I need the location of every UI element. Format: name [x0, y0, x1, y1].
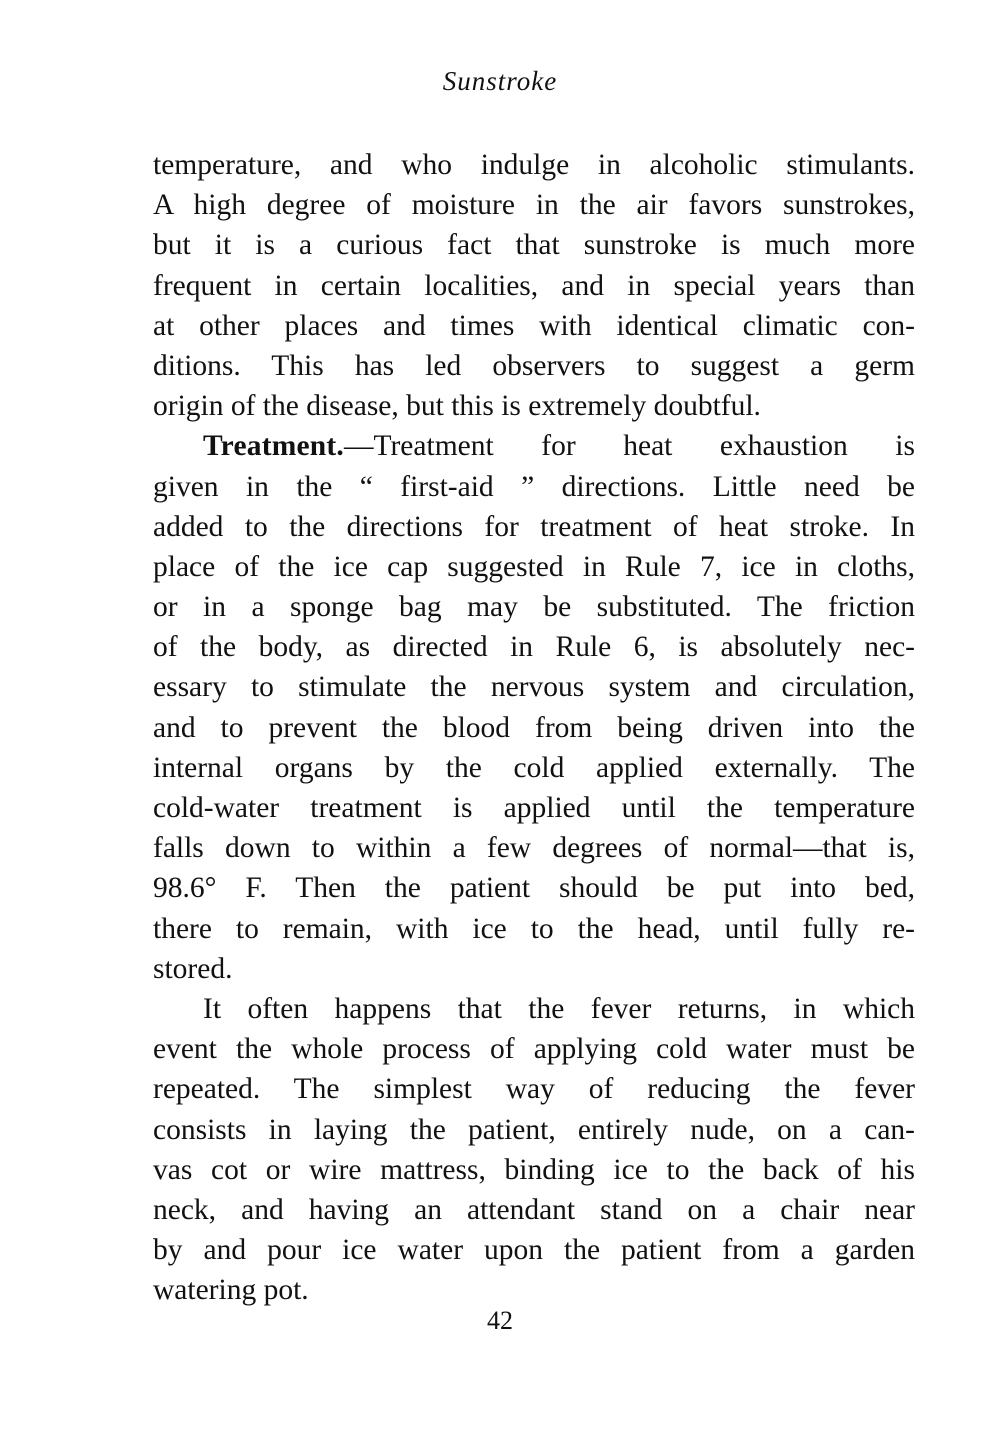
text-line: event the whole process of applying cold water must be [153, 1033, 915, 1066]
text-line: cold-water treatment is applied until the temperature [153, 792, 915, 824]
text-line: or in a sponge bag may be substituted. The friction [153, 591, 915, 624]
paragraph-1 [153, 145, 915, 426]
section-heading: Treatment. [203, 430, 344, 463]
text-line [153, 426, 915, 466]
text-line: and to prevent the blood from being driven into the [153, 711, 915, 744]
text-line: repeated. The simplest way of reducing the fever [153, 1073, 915, 1106]
text-line: temperature, and who indulge in alcoholic stimulants. [153, 149, 915, 181]
text-line: vas cot or wire mattress, binding ice to the back of his [153, 1153, 915, 1186]
text-line: of the body, as directed in Rule 6, is absolutely nec- [153, 631, 915, 664]
text-line: origin of the disease, but this is extremely doubtful. [153, 390, 761, 423]
text-line: at other places and times with identical climatic con- [153, 309, 915, 342]
text-line: by and pour ice water upon the patient from a garden [153, 1234, 915, 1267]
text-line: A high degree of moisture in the air favors sunstrokes, [153, 189, 915, 222]
text-line: internal organs by the cold applied externally. The [153, 751, 915, 784]
text-line: there to remain, with ice to the head, until fully re- [153, 912, 915, 945]
paragraph-3 [153, 989, 915, 1311]
text-line: consists in laying the patient, entirely nude, on a can- [153, 1113, 915, 1146]
text-line: watering pot. [153, 1274, 309, 1307]
page-number: 42 [487, 1306, 513, 1335]
text-line: ditions. This has led observers to suggest a germ [153, 349, 915, 382]
text-line: stored. [153, 952, 233, 985]
text-line: added to the directions for treatment of heat stroke. In [153, 510, 915, 543]
text-line: frequent in certain localities, and in special years than [153, 269, 915, 302]
text-fragment: —Treatment for heat exhaustion is [344, 430, 915, 463]
text-line: falls down to within a few degrees of normal—that is, [153, 832, 915, 865]
text-line: but it is a curious fact that sunstroke is much more [153, 229, 915, 262]
text-line: given in the “ first-aid ” directions. Little need be [153, 470, 915, 503]
text-line: neck, and having an attendant stand on a chair near [153, 1193, 915, 1226]
page-body [153, 145, 915, 1310]
paragraph-treatment [153, 426, 915, 989]
text-line: place of the ice cap suggested in Rule 7, ice in cloths, [153, 550, 915, 583]
text-line: essary to stimulate the nervous system and circulation, [153, 671, 915, 704]
text-line: It often happens that the fever returns, in which [203, 992, 915, 1025]
text-line: 98.6° F. Then the patient should be put into bed, [153, 872, 915, 905]
running-header: Sunstroke [442, 66, 558, 96]
